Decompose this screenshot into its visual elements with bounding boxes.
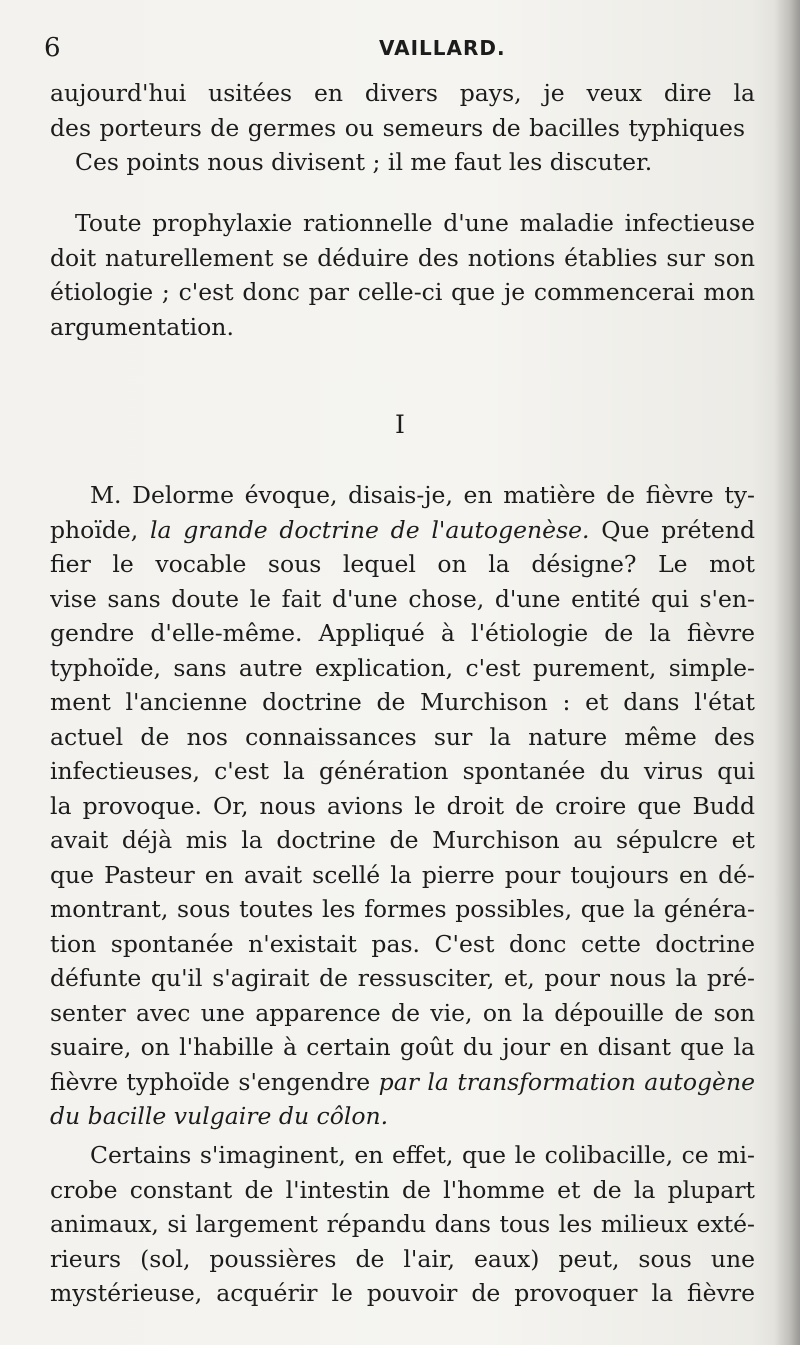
text-line: que Pasteur en avait scellé la pierre pour toujours en dé-	[50, 860, 755, 889]
text-line: senter avec une apparence de vie, on la dépouille de son	[50, 998, 755, 1027]
italic-phrase: la grande doctrine de l'autogenèse.	[150, 515, 590, 544]
text-line: défunte qu'il s'agirait de ressusciter, et, pour nous la pré-	[50, 964, 755, 992]
text-line: M. Delorme évoque, disais-je, en matière de fièvre ty-	[90, 481, 755, 509]
text-line: ment l'ancienne doctrine de Murchison : et dans l'état	[50, 688, 755, 716]
text-line	[50, 1099, 755, 1134]
paragraph-prophylaxis	[50, 206, 755, 344]
text-line: fièvre typhoïde s'engendre par la transformation autogène	[50, 1067, 755, 1096]
section-heading: I	[395, 410, 405, 439]
italic-phrase: du bacille vulgaire du côlon.	[50, 1102, 389, 1130]
text-line: Ces points nous divisent ; il me faut les discuter.	[75, 148, 653, 176]
paragraph-continuation	[50, 76, 755, 180]
paragraph-colibacille	[50, 1138, 755, 1311]
paragraph-autogenesis	[50, 478, 755, 1134]
text-line: suaire, on l'habille à certain goût du jour en disant que la	[50, 1033, 755, 1061]
page-header	[44, 30, 764, 66]
text-line: étiologie ; c'est donc par celle-ci que je commencerai mon	[50, 278, 755, 306]
text-line: fier le vocable sous lequel on la désigne? Le mot	[50, 550, 755, 578]
text-line: argumentation.	[50, 312, 234, 341]
text-line: phoïde, la grande doctrine de l'autogenèse. Que prétend	[50, 515, 755, 544]
text-line: doit naturellement se déduire des notions établies sur son	[50, 243, 755, 272]
text-line: la provoque. Or, nous avions le droit de croire que Budd	[50, 791, 755, 820]
text-line: typhoïde, sans autre explication, c'est purement, simple-	[50, 653, 755, 682]
text-line: tion spontanée n'existait pas. C'est donc cette doctrine	[50, 929, 755, 958]
text-line: vise sans doute le fait d'une chose, d'une entité qui s'en-	[50, 584, 755, 613]
text-line: actuel de nos connaissances sur la nature même des	[50, 722, 755, 751]
page-edge-shadow	[774, 0, 800, 1345]
running-head: VAILLARD.	[379, 36, 506, 60]
page-number: 6	[44, 33, 61, 63]
text-line: des porteurs de germes ou semeurs de bacilles typhiques	[50, 113, 745, 142]
text-line: mystérieuse, acquérir le pouvoir de provoquer la fièvre	[50, 1279, 755, 1307]
text-line: animaux, si largement répandu dans tous les milieux exté-	[50, 1210, 755, 1238]
text-line: aujourd'hui usitées en divers pays, je veux dire la	[50, 79, 755, 107]
text-line: gendre d'elle-même. Appliqué à l'étiologie de la fièvre	[50, 619, 755, 647]
italic-phrase: par la transformation autogène	[378, 1067, 755, 1096]
text-line: rieurs (sol, poussières de l'air, eaux) peut, sous une	[50, 1244, 755, 1273]
text-line: Certains s'imaginent, en effet, que le colibacille, ce mi-	[90, 1141, 755, 1169]
text-line: crobe constant de l'intestin de l'homme et de la plupart	[50, 1175, 755, 1204]
text-line: montrant, sous toutes les formes possibles, que la généra-	[50, 895, 755, 923]
text-line: infectieuses, c'est la génération spontanée du virus qui	[50, 757, 755, 785]
text-line: Toute prophylaxie rationnelle d'une maladie infectieuse	[75, 209, 755, 237]
text-line: avait déjà mis la doctrine de Murchison au sépulcre et	[50, 826, 755, 854]
